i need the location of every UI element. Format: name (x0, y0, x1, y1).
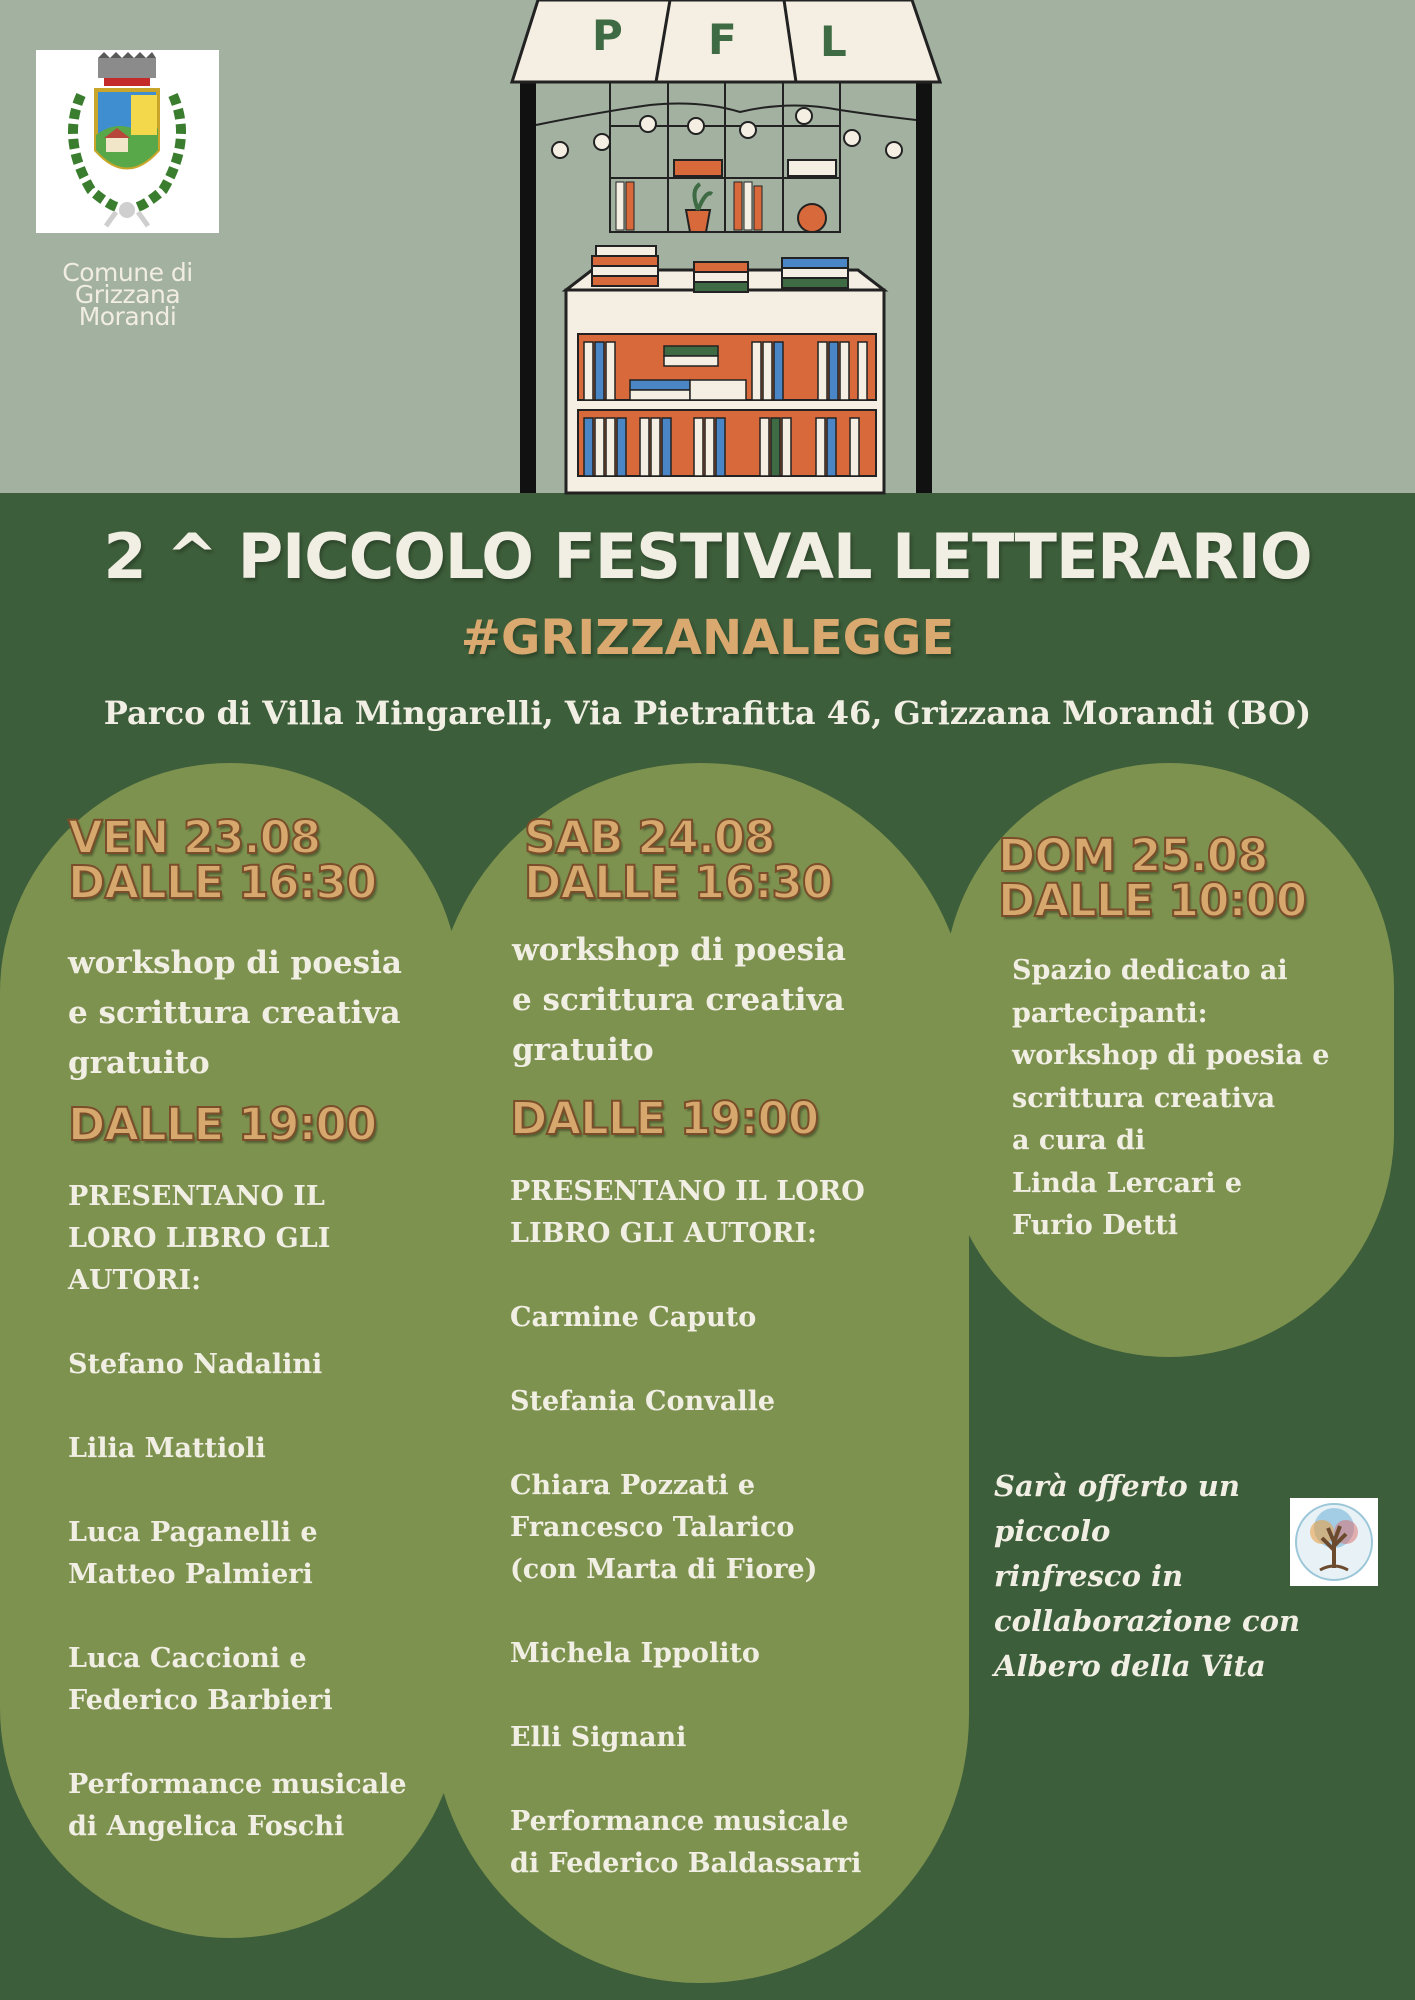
day2-heading: SAB 24.08 DALLE 16:30 (524, 811, 833, 909)
day1-program: PRESENTANO IL LORO LIBRO GLI AUTORI: Stefano Nadalini Lilia Mattioli Luca Paganelli e Matteo Palmieri Luca Caccioni e Federico Barbieri Performance musicale di Angelica Foschi (68, 1181, 407, 1842)
day2-program: PRESENTANO IL LORO LIBRO GLI AUTORI: Carmine Caputo Stefania Convalle Chiara Pozzati e Francesco Talarico (con Marta di Fiore) Michela Ippolito Elli Signani Performance musicale di Federico Baldassarri (510, 1176, 865, 1879)
refreshment-note: Sarà offerto un piccolo rinfresco in collaborazione con Albero della Vita (994, 1469, 1301, 1683)
municipality-name: Comune di Grizzana Morandi (62, 258, 193, 331)
day3-program: Spazio dedicato ai partecipanti: workshop di poesia e scrittura creativa a cura di Linda Lercari e Furio Detti (1012, 955, 1330, 1241)
tree-icon (1290, 1498, 1378, 1586)
festival-hashtag: #GRIZZANALEGGE (460, 610, 955, 666)
day1-evening-heading: DALLE 19:00 (68, 1098, 377, 1151)
book-booth-illustration (0, 0, 1415, 500)
day1-workshop: workshop di poesia e scrittura creativa gratuito (68, 945, 402, 1081)
day2-evening-heading: DALLE 19:00 (510, 1092, 819, 1145)
day1-heading: VEN 23.08 DALLE 16:30 (68, 811, 377, 909)
albero-della-vita-logo (1290, 1498, 1378, 1586)
festival-title: 2 ^ PICCOLO FESTIVAL LETTERARIO (103, 520, 1312, 593)
booth-letter-f: F (708, 15, 737, 64)
booth-letter-l: L (820, 17, 847, 66)
day3-heading: DOM 25.08 DALLE 10:00 (998, 829, 1307, 927)
booth-letter-p: P (592, 11, 623, 60)
day2-workshop: workshop di poesia e scrittura creativa gratuito (512, 932, 846, 1068)
venue-address: Parco di Villa Mingarelli, Via Pietrafitta 46, Grizzana Morandi (BO) (103, 694, 1312, 732)
